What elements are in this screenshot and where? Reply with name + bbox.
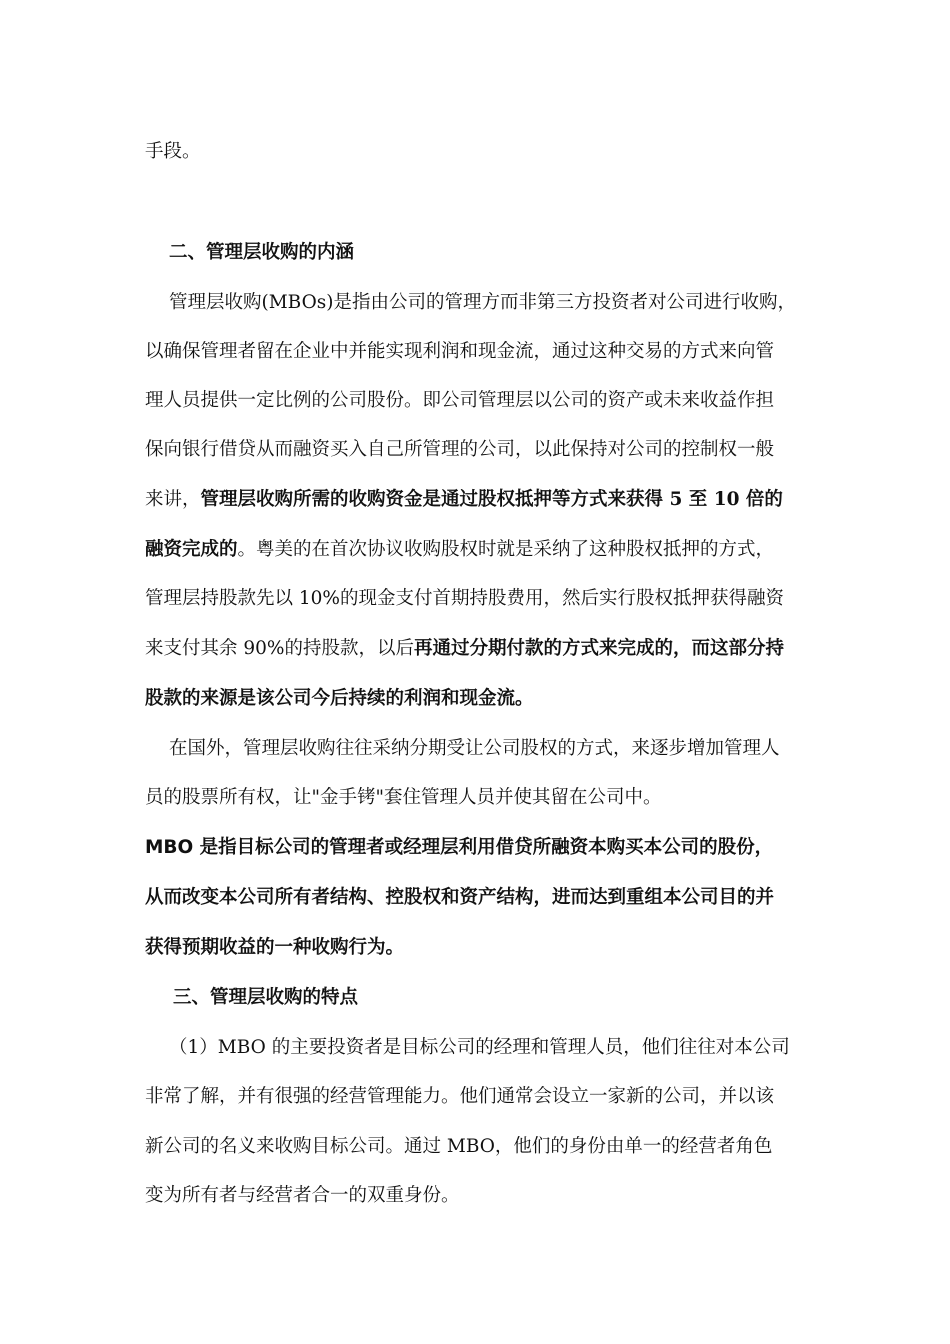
paragraph-line: （1）MBO 的主要投资者是目标公司的经理和管理人员，他们往往对本公司 bbox=[169, 1037, 790, 1058]
paragraph-line bbox=[145, 537, 815, 563]
paragraph-line: 在国外，管理层收购往往采纳分期受让公司股权的方式，来逐步增加管理人 bbox=[169, 738, 780, 759]
paragraph-line: 手段。 bbox=[145, 141, 201, 162]
bold-text-span: 再通过分期付款的方式来完成的，而这部分持 bbox=[414, 638, 785, 659]
paragraph-line: 理人员提供一定比例的公司股份。即公司管理层以公司的资产或未来收益作担 bbox=[145, 390, 775, 411]
text-span: 来支付其余 90%的持股款，以后 bbox=[145, 638, 415, 659]
paragraph-line: 新公司的名义来收购目标公司。通过 MBO，他们的身份由单一的经营者角色 bbox=[145, 1136, 773, 1157]
section-heading-2: 二、管理层收购的内涵 bbox=[169, 242, 355, 263]
paragraph-line: 获得预期收益的一种收购行为。 bbox=[145, 937, 405, 958]
paragraph-line: 非常了解，并有很强的经营管理能力。他们通常会设立一家新的公司，并以该 bbox=[145, 1086, 775, 1107]
paragraph-line: 保向银行借贷从而融资买入自己所管理的公司，以此保持对公司的控制权一般 bbox=[145, 439, 775, 460]
text-span: 来讲， bbox=[145, 489, 201, 510]
paragraph-line bbox=[145, 487, 815, 513]
paragraph-line bbox=[145, 636, 815, 662]
paragraph-line: 员的股票所有权，让"金手铐"套住管理人员并使其留在公司中。 bbox=[145, 787, 662, 808]
paragraph-line: 股款的来源是该公司今后持续的利润和现金流。 bbox=[145, 688, 534, 709]
section-heading-3: 三、管理层收购的特点 bbox=[173, 987, 359, 1008]
paragraph-line: 以确保管理者留在企业中并能实现利润和现金流，通过这种交易的方式来向管 bbox=[145, 341, 775, 362]
paragraph-line: MBO 是指目标公司的管理者或经理层利用借贷所融资本购买本公司的股份， bbox=[145, 837, 774, 858]
bold-text-span: 融资完成的 bbox=[145, 539, 238, 560]
paragraph-line: 变为所有者与经营者合一的双重身份。 bbox=[145, 1185, 460, 1206]
paragraph-line: 管理层持股款先以 10%的现金支付首期持股费用，然后实行股权抵押获得融资 bbox=[145, 588, 785, 609]
bold-text-span: 管理层收购所需的收购资金是通过股权抵押等方式来获得 5 至 10 倍的 bbox=[200, 489, 783, 510]
paragraph-line: 管理层收购(MBOs)是指由公司的管理方而非第三方投资者对公司进行收购， bbox=[169, 292, 796, 313]
text-span: 。粤美的在首次协议收购股权时就是采纳了这种股权抵押的方式， bbox=[237, 539, 775, 560]
paragraph-line: 从而改变本公司所有者结构、控股权和资产结构，进而达到重组本公司目的并 bbox=[145, 887, 775, 908]
